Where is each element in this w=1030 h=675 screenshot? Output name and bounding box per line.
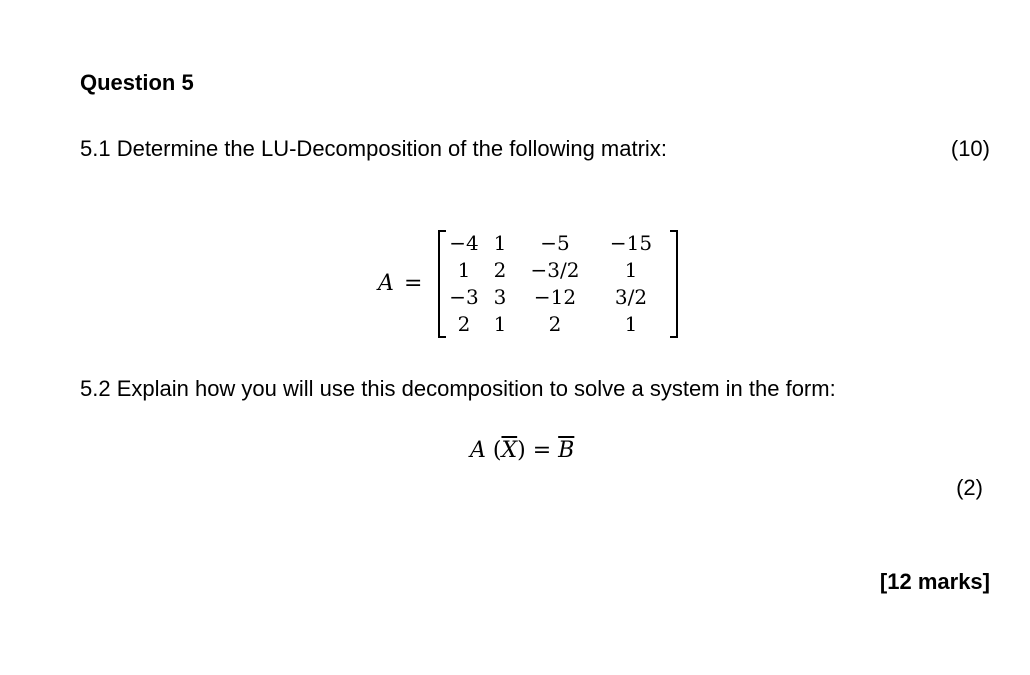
matrix-cell-r4c1: 2	[457, 312, 471, 336]
matrix-cell-r2c2: 2	[493, 258, 507, 282]
matrix-cell-r1c1: −4	[449, 231, 479, 255]
matrix-name: A	[378, 271, 394, 296]
question-5-2-marks: (2)	[956, 475, 983, 500]
question-5-1-text: 5.1 Determine the LU-Decomposition of the following matrix:	[80, 136, 667, 161]
matrix-left-bracket	[438, 230, 446, 338]
matrix-cell-r4c4: 1	[624, 312, 638, 336]
question-5-2-text: 5.2 Explain how you will use this decomposition to solve a system in the form:	[80, 376, 836, 401]
system-equation	[470, 438, 574, 463]
matrix-cell-r1c4: −15	[609, 231, 653, 255]
total-marks: [12 marks]	[879, 569, 990, 594]
system-close-paren: )	[517, 438, 526, 463]
matrix-a	[434, 230, 682, 338]
system-b-vector: $\overline{B}$	[558, 438, 575, 463]
matrix-cell-r1c2: 1	[493, 231, 507, 255]
system-matrix-a: A	[470, 438, 486, 463]
matrix-cell-r2c3: −3/2	[530, 258, 580, 282]
matrix-cell-r2c4: 1	[624, 258, 638, 282]
matrix-cell-r1c3: −5	[540, 231, 570, 255]
matrix-right-bracket	[670, 230, 678, 338]
matrix-cell-r4c2: 1	[493, 312, 507, 336]
system-open-paren: (	[485, 438, 502, 463]
matrix-cell-r4c3: 2	[548, 312, 562, 336]
system-x-vector: $\overline{X}$	[501, 438, 518, 463]
matrix-cell-r3c3: −12	[533, 285, 577, 309]
matrix-cell-r2c1: 1	[457, 258, 471, 282]
matrix-equals-sign: =	[404, 271, 423, 296]
matrix-grid	[446, 230, 670, 338]
system-equals-sign: =	[525, 438, 559, 463]
question-5-1-marks: (10)	[950, 136, 990, 161]
matrix-cell-r3c4: 3/2	[614, 285, 648, 309]
matrix-cell-r3c1: −3	[449, 285, 479, 309]
matrix-cell-r3c2: 3	[493, 285, 507, 309]
question-heading: Question 5	[80, 70, 194, 95]
